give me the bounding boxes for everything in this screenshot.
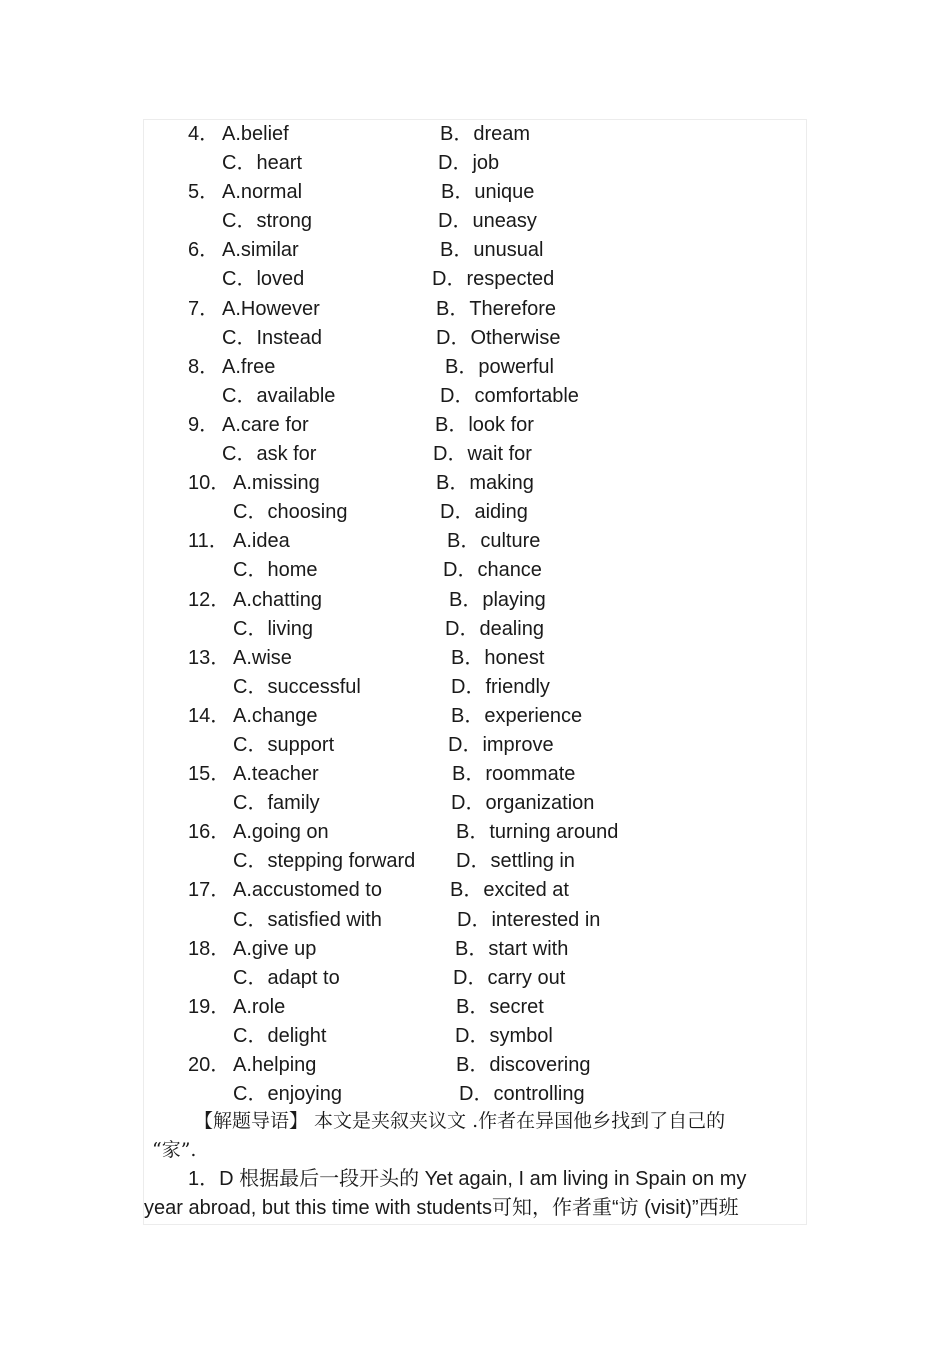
question-number: 9． bbox=[188, 413, 220, 436]
question-row bbox=[144, 876, 806, 905]
option-a: A.idea bbox=[233, 530, 290, 553]
option-b: B．secret bbox=[456, 995, 544, 1018]
option-a: A.give up bbox=[233, 937, 317, 960]
option-a: A.chatting bbox=[233, 588, 322, 611]
option-b: B．playing bbox=[449, 588, 546, 611]
option-b: B．roommate bbox=[452, 763, 576, 786]
question-number: 4． bbox=[188, 123, 220, 145]
document-page bbox=[143, 119, 807, 1225]
option-a: A.missing bbox=[233, 472, 320, 495]
question-row-continued bbox=[144, 1080, 806, 1109]
question-row-continued bbox=[144, 440, 806, 469]
option-a: A.free bbox=[222, 355, 276, 378]
option-a: A.helping bbox=[233, 1054, 317, 1076]
question-row-continued bbox=[144, 324, 806, 353]
option-b: B．honest bbox=[451, 646, 545, 669]
option-a: A.care for bbox=[222, 413, 309, 436]
question-number: 11． bbox=[188, 530, 229, 553]
question-row bbox=[144, 586, 806, 615]
question-row bbox=[144, 411, 806, 440]
option-d: D．carry out bbox=[453, 966, 566, 989]
option-a: A.accustomed to bbox=[233, 879, 382, 902]
option-c: C．choosing bbox=[233, 501, 348, 524]
option-d: D．settling in bbox=[456, 850, 575, 873]
option-d: D．Otherwise bbox=[436, 326, 561, 349]
question-row bbox=[144, 702, 806, 731]
option-c: C．loved bbox=[222, 268, 305, 291]
option-b: B．making bbox=[436, 472, 534, 495]
option-d: D．interested in bbox=[457, 908, 601, 931]
option-b: B．Therefore bbox=[436, 297, 557, 320]
question-row bbox=[144, 469, 806, 498]
question-row-continued bbox=[144, 498, 806, 527]
option-a: A.normal bbox=[222, 181, 303, 204]
question-number: 20． bbox=[188, 1054, 231, 1076]
option-d: D．respected bbox=[432, 268, 555, 291]
question-number: 8． bbox=[188, 355, 220, 378]
question-number: 6． bbox=[188, 239, 220, 262]
option-c: C．available bbox=[222, 384, 336, 407]
question-number: 12． bbox=[188, 588, 231, 611]
question-number: 18． bbox=[188, 937, 231, 960]
option-b: B．look for bbox=[435, 413, 534, 436]
question-row-continued bbox=[144, 265, 806, 294]
option-c: C．heart bbox=[222, 152, 303, 175]
option-c: C．satisfied with bbox=[233, 908, 382, 931]
option-b: B．discovering bbox=[456, 1054, 591, 1076]
option-d: D．dealing bbox=[445, 617, 544, 640]
option-c: C．ask for bbox=[222, 443, 317, 466]
option-b: B．experience bbox=[451, 704, 583, 727]
option-a: A.similar bbox=[222, 239, 299, 262]
option-a: A.going on bbox=[233, 821, 329, 844]
option-a: A.belief bbox=[222, 123, 289, 145]
question-number: 13． bbox=[188, 646, 231, 669]
answer-1-line-2: year abroad, but this time with students可知，作者重“访 (visit)”西班 bbox=[144, 1197, 739, 1219]
option-a: A.teacher bbox=[233, 763, 319, 786]
question-row-continued bbox=[144, 964, 806, 993]
guide-line-1: 【解题导语】 本文是夹叙夹议文 .作者在异国他乡找到了自己的 bbox=[194, 1110, 726, 1132]
option-c: C．Instead bbox=[222, 326, 323, 349]
question-row bbox=[144, 527, 806, 556]
option-b: B．culture bbox=[447, 530, 541, 553]
option-c: C．home bbox=[233, 559, 318, 582]
option-b: B．dream bbox=[440, 123, 531, 145]
option-d: D．wait for bbox=[433, 443, 532, 466]
question-number: 16． bbox=[188, 821, 231, 844]
option-c: C．family bbox=[233, 792, 320, 815]
question-row-continued bbox=[144, 1022, 806, 1051]
answer-1-line-1: 1．D 根据最后一段开头的 Yet again, I am living in Spain on my bbox=[188, 1168, 747, 1190]
option-b: B．powerful bbox=[445, 355, 554, 378]
option-c: C．enjoying bbox=[233, 1083, 342, 1106]
explanation-section bbox=[144, 1107, 808, 1223]
question-row bbox=[144, 993, 806, 1022]
option-c: C．living bbox=[233, 617, 314, 640]
question-row bbox=[144, 644, 806, 673]
option-d: D．chance bbox=[443, 559, 542, 582]
question-number: 14． bbox=[188, 704, 231, 727]
option-a: A.role bbox=[233, 995, 286, 1018]
question-row bbox=[144, 935, 806, 964]
option-a: A.However bbox=[222, 297, 320, 320]
question-row-continued bbox=[144, 731, 806, 760]
question-row-continued bbox=[144, 789, 806, 818]
option-b: B．turning around bbox=[456, 821, 619, 844]
question-number: 10． bbox=[188, 472, 231, 495]
question-row bbox=[144, 178, 806, 207]
option-d: D．friendly bbox=[451, 675, 550, 698]
question-number: 19． bbox=[188, 995, 231, 1018]
question-row bbox=[144, 295, 806, 324]
question-row-continued bbox=[144, 207, 806, 236]
question-row-continued bbox=[144, 615, 806, 644]
option-d: D．job bbox=[438, 152, 500, 175]
question-list bbox=[144, 120, 806, 1109]
option-c: C．support bbox=[233, 733, 335, 756]
question-number: 17． bbox=[188, 879, 231, 902]
option-c: C．stepping forward bbox=[233, 850, 416, 873]
option-d: D．improve bbox=[448, 733, 554, 756]
option-d: D．controlling bbox=[459, 1083, 585, 1106]
option-d: D．aiding bbox=[440, 501, 528, 524]
question-row bbox=[144, 760, 806, 789]
question-row bbox=[144, 1051, 806, 1080]
option-a: A.change bbox=[233, 704, 318, 727]
question-number: 5． bbox=[188, 181, 220, 204]
option-c: C．successful bbox=[233, 675, 361, 698]
question-row-continued bbox=[144, 673, 806, 702]
question-row-continued bbox=[144, 847, 806, 876]
option-d: D．uneasy bbox=[438, 210, 537, 233]
question-row-continued bbox=[144, 382, 806, 411]
question-row bbox=[144, 120, 806, 149]
question-number: 15． bbox=[188, 763, 231, 786]
question-row bbox=[144, 818, 806, 847]
option-b: B．unique bbox=[441, 181, 535, 204]
option-b: B．start with bbox=[455, 937, 569, 960]
question-row-continued bbox=[144, 556, 806, 585]
option-d: D．organization bbox=[451, 792, 595, 815]
question-row bbox=[144, 236, 806, 265]
option-d: D．comfortable bbox=[440, 384, 579, 407]
option-a: A.wise bbox=[233, 646, 292, 669]
guide-line-2: “家”. bbox=[152, 1139, 197, 1161]
option-c: C．strong bbox=[222, 210, 313, 233]
option-c: C．delight bbox=[233, 1024, 327, 1047]
question-row-continued bbox=[144, 906, 806, 935]
question-row-continued bbox=[144, 149, 806, 178]
option-b: B．unusual bbox=[440, 239, 544, 262]
option-d: D．symbol bbox=[455, 1024, 553, 1047]
question-row bbox=[144, 353, 806, 382]
option-c: C．adapt to bbox=[233, 966, 340, 989]
option-b: B．excited at bbox=[450, 879, 569, 902]
question-number: 7． bbox=[188, 297, 220, 320]
